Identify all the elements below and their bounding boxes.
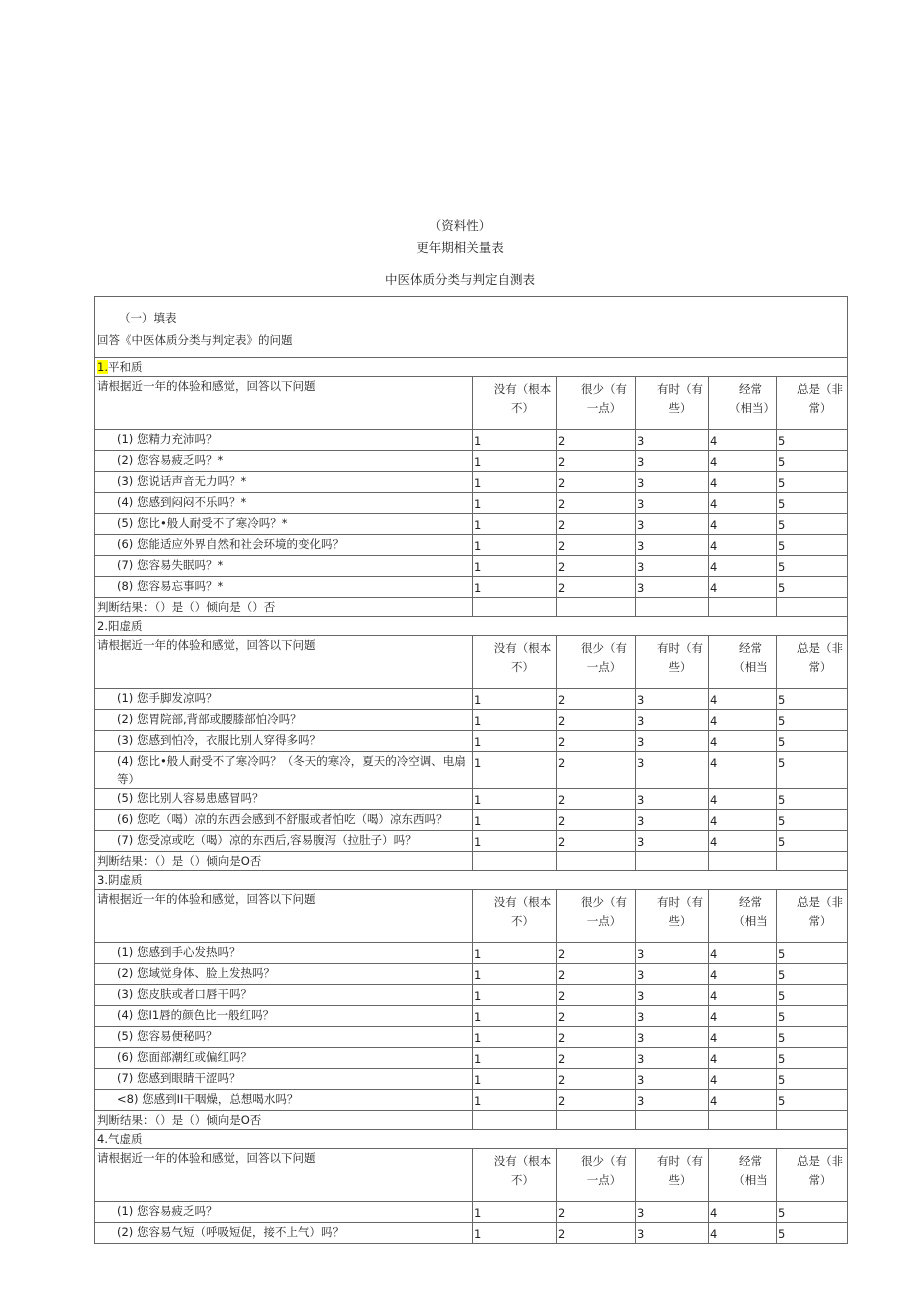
score-option[interactable]: 3 — [636, 710, 709, 731]
result-blank-cell[interactable] — [557, 852, 636, 871]
score-option[interactable]: 2 — [557, 535, 636, 556]
section-header-row — [95, 377, 848, 430]
score-option[interactable]: 3 — [636, 1027, 709, 1048]
score-option[interactable]: 5 — [777, 985, 848, 1006]
section-title — [95, 617, 848, 636]
option-header: 经常（相当 — [709, 890, 777, 943]
score-option[interactable]: 1 — [473, 1069, 557, 1090]
score-option[interactable]: 4 — [709, 1027, 777, 1048]
score-option[interactable]: 2 — [557, 1202, 636, 1223]
score-option[interactable]: 3 — [636, 472, 709, 493]
score-option[interactable]: 1 — [473, 472, 557, 493]
score-option[interactable]: 4 — [709, 731, 777, 752]
score-option[interactable]: 2 — [557, 472, 636, 493]
question-row — [95, 731, 848, 752]
score-option[interactable]: 4 — [709, 430, 777, 451]
option-header: 没有（根本不） — [473, 1149, 557, 1202]
option-header: 经常（相当 — [709, 1149, 777, 1202]
score-option[interactable]: 3 — [636, 535, 709, 556]
result-blank-cell[interactable] — [473, 598, 557, 617]
score-option[interactable]: 2 — [557, 1006, 636, 1027]
score-option[interactable]: 2 — [557, 1069, 636, 1090]
score-option[interactable]: 5 — [777, 1090, 848, 1111]
score-option[interactable]: 1 — [473, 831, 557, 852]
question-text: (7) 您感到眼睛干涩吗？ — [95, 1069, 473, 1090]
question-text: (4) 您比•般人耐受不了寒冷吗？（冬天的寒冷，夏天的冷空调、电扇等） — [95, 752, 473, 789]
score-option[interactable]: 5 — [777, 577, 848, 598]
question-text: (6) 您能适应外界自然和社会环境的变化吗？ — [95, 535, 473, 556]
score-option[interactable]: 5 — [777, 535, 848, 556]
score-option[interactable]: 2 — [557, 1027, 636, 1048]
score-option[interactable]: 5 — [777, 831, 848, 852]
section-title — [95, 1130, 848, 1149]
score-option[interactable]: 4 — [709, 514, 777, 535]
score-option[interactable]: 3 — [636, 1223, 709, 1244]
section-header-row — [95, 1149, 848, 1202]
score-option[interactable]: 1 — [473, 1202, 557, 1223]
score-option[interactable]: 2 — [557, 493, 636, 514]
score-option[interactable]: 4 — [709, 1090, 777, 1111]
question-row — [95, 514, 848, 535]
score-option[interactable]: 5 — [777, 752, 848, 789]
section-number: 1. — [97, 360, 108, 374]
question-text: (2) 您容易疲乏吗？* — [95, 451, 473, 472]
score-option[interactable]: 3 — [636, 731, 709, 752]
question-text: (1) 您容易疲乏吗？ — [95, 1202, 473, 1223]
section-name: 平和质 — [107, 360, 143, 374]
score-option[interactable]: 2 — [557, 514, 636, 535]
score-option[interactable]: 4 — [709, 472, 777, 493]
score-option[interactable]: 5 — [777, 810, 848, 831]
question-text: (3) 您皮肤或者口唇干吗？ — [95, 985, 473, 1006]
score-option[interactable]: 3 — [636, 430, 709, 451]
score-option[interactable]: 4 — [709, 451, 777, 472]
question-text: (1) 您精力充沛吗？ — [95, 430, 473, 451]
score-option[interactable]: 2 — [557, 1048, 636, 1069]
question-row — [95, 451, 848, 472]
score-option[interactable]: 4 — [709, 535, 777, 556]
result-text: 判断结果：（）是（）倾向是O否 — [95, 852, 473, 871]
result-blank-cell[interactable] — [636, 1111, 709, 1130]
result-blank-cell[interactable] — [709, 1111, 777, 1130]
score-option[interactable]: 4 — [709, 1006, 777, 1027]
score-option[interactable]: 4 — [709, 1048, 777, 1069]
score-option[interactable]: 3 — [636, 514, 709, 535]
option-header: 有时（有些） — [636, 636, 709, 689]
score-option[interactable]: 4 — [709, 689, 777, 710]
prompt-cell: 请根据近一年的体验和感觉，回答以下问题 — [95, 1149, 473, 1202]
score-option[interactable]: 5 — [777, 1027, 848, 1048]
question-row — [95, 964, 848, 985]
question-text: (3) 您说话声音无力吗？* — [95, 472, 473, 493]
score-option[interactable]: 2 — [557, 964, 636, 985]
score-option[interactable]: 2 — [557, 577, 636, 598]
score-option[interactable]: 5 — [777, 710, 848, 731]
score-option[interactable]: 4 — [709, 556, 777, 577]
score-option[interactable]: 1 — [473, 810, 557, 831]
score-option[interactable]: 5 — [777, 1202, 848, 1223]
score-option[interactable]: 5 — [777, 1069, 848, 1090]
result-blank-cell[interactable] — [473, 1111, 557, 1130]
option-header: 没有（根本不） — [473, 890, 557, 943]
score-option[interactable]: 2 — [557, 1223, 636, 1244]
score-option[interactable]: 2 — [557, 831, 636, 852]
score-option[interactable]: 2 — [557, 985, 636, 1006]
score-option[interactable]: 1 — [473, 964, 557, 985]
score-option[interactable]: 3 — [636, 493, 709, 514]
question-row — [95, 789, 848, 810]
score-option[interactable]: 4 — [709, 789, 777, 810]
result-row — [95, 852, 848, 871]
score-option[interactable]: 3 — [636, 943, 709, 964]
score-option[interactable]: 1 — [473, 943, 557, 964]
option-header: 经常（相当） — [709, 377, 777, 430]
result-blank-cell[interactable] — [557, 1111, 636, 1130]
score-option[interactable]: 3 — [636, 810, 709, 831]
question-row — [95, 556, 848, 577]
score-option[interactable]: 1 — [473, 556, 557, 577]
score-option[interactable]: 5 — [777, 964, 848, 985]
score-option[interactable]: 4 — [709, 985, 777, 1006]
score-option[interactable]: 5 — [777, 1223, 848, 1244]
score-option[interactable]: 3 — [636, 451, 709, 472]
score-option[interactable]: 1 — [473, 1223, 557, 1244]
score-option[interactable]: 1 — [473, 1048, 557, 1069]
option-header: 很少（有一点） — [557, 890, 636, 943]
score-option[interactable]: 1 — [473, 710, 557, 731]
option-header: 总是（非常） — [777, 377, 848, 430]
question-row — [95, 985, 848, 1006]
question-row — [95, 689, 848, 710]
score-option[interactable]: 3 — [636, 1090, 709, 1111]
prompt-cell: 请根据近一年的体验和感觉，回答以下问题 — [95, 890, 473, 943]
result-text: 判断结果：（）是（）倾向是（）否 — [95, 598, 473, 617]
score-option[interactable]: 2 — [557, 789, 636, 810]
result-row — [95, 1111, 848, 1130]
score-option[interactable]: 3 — [636, 831, 709, 852]
question-row — [95, 943, 848, 964]
question-row — [95, 535, 848, 556]
question-row — [95, 1048, 848, 1069]
score-option[interactable]: 1 — [473, 985, 557, 1006]
score-option[interactable]: 3 — [636, 577, 709, 598]
score-option[interactable]: 1 — [473, 451, 557, 472]
result-blank-cell[interactable] — [473, 852, 557, 871]
prompt-cell: 请根据近一年的体验和感觉，回答以下问题 — [95, 377, 473, 430]
score-option[interactable]: 1 — [473, 430, 557, 451]
score-option[interactable]: 3 — [636, 556, 709, 577]
score-option[interactable]: 1 — [473, 1027, 557, 1048]
question-row — [95, 1202, 848, 1223]
question-row — [95, 1069, 848, 1090]
prompt-cell: 请根据近一年的体验和感觉，回答以下问题 — [95, 636, 473, 689]
section-title-row — [95, 1130, 848, 1149]
result-blank-cell[interactable] — [777, 598, 848, 617]
result-text: 判断结果：（）是（）倾向是O否 — [95, 1111, 473, 1130]
option-header: 很少（有一点） — [557, 636, 636, 689]
result-row — [95, 598, 848, 617]
score-option[interactable]: 2 — [557, 430, 636, 451]
question-text: (6) 您吃（喝）凉的东西会感到不舒服或者怕吃（喝）凉东西吗？ — [95, 810, 473, 831]
question-row — [95, 1223, 848, 1244]
score-option[interactable]: 5 — [777, 943, 848, 964]
score-option[interactable]: 2 — [557, 451, 636, 472]
intro-cell — [95, 297, 848, 358]
option-header: 没有（根本不） — [473, 636, 557, 689]
section-name: 阳虚质 — [107, 619, 143, 633]
question-text: (5) 您容易便秘吗？ — [95, 1027, 473, 1048]
section-number: 4. — [97, 1132, 108, 1146]
score-option[interactable]: 5 — [777, 731, 848, 752]
score-option[interactable]: 1 — [473, 493, 557, 514]
doc-annotation: （资料性） — [428, 218, 492, 233]
part-heading: （一）填表 — [119, 311, 177, 325]
option-header: 没有（根本不） — [473, 377, 557, 430]
score-option[interactable]: 1 — [473, 535, 557, 556]
score-option[interactable]: 5 — [777, 789, 848, 810]
result-blank-cell[interactable] — [709, 598, 777, 617]
question-text: (2) 您容易气短（呼吸短促，接不上气）吗？ — [95, 1223, 473, 1244]
score-option[interactable]: 3 — [636, 985, 709, 1006]
question-row — [95, 752, 848, 789]
section-title-row — [95, 358, 848, 377]
score-option[interactable]: 1 — [473, 731, 557, 752]
question-text: (4) 您感到闷闷不乐吗？* — [95, 493, 473, 514]
score-option[interactable]: 3 — [636, 1202, 709, 1223]
question-text: (2) 您胃院部,背部或腰膝部怕冷吗？ — [95, 710, 473, 731]
section-header-row — [95, 636, 848, 689]
section-title — [95, 871, 848, 890]
instruction-text: 回答《中医体质分类与判定表》的问题 — [97, 333, 293, 347]
score-option[interactable]: 1 — [473, 1090, 557, 1111]
score-option[interactable]: 4 — [709, 710, 777, 731]
question-row — [95, 1006, 848, 1027]
option-header: 总是（非常） — [777, 1149, 848, 1202]
section-name: 气虚质 — [107, 1132, 143, 1146]
score-option[interactable]: 5 — [777, 556, 848, 577]
question-text: (5) 您比别人容易患感冒吗？ — [95, 789, 473, 810]
question-row — [95, 493, 848, 514]
section-name: 阴虚质 — [107, 873, 143, 887]
option-header: 有时（有些） — [636, 890, 709, 943]
doc-subtitle: 更年期相关量表 — [416, 240, 504, 255]
option-header: 总是（非常） — [777, 890, 848, 943]
score-option[interactable]: 4 — [709, 1202, 777, 1223]
question-row — [95, 1027, 848, 1048]
score-option[interactable]: 5 — [777, 1048, 848, 1069]
score-option[interactable]: 2 — [557, 710, 636, 731]
score-option[interactable]: 2 — [557, 943, 636, 964]
score-option[interactable]: 4 — [709, 493, 777, 514]
score-option[interactable]: 3 — [636, 1069, 709, 1090]
question-text: <8) 您感到II干咽燥，总想喝水吗？ — [95, 1090, 473, 1111]
question-row — [95, 810, 848, 831]
score-option[interactable]: 5 — [777, 689, 848, 710]
score-option[interactable]: 5 — [777, 514, 848, 535]
section-header-row — [95, 890, 848, 943]
score-option[interactable]: 3 — [636, 1006, 709, 1027]
result-blank-cell[interactable] — [777, 852, 848, 871]
section-number: 3. — [97, 873, 108, 887]
constitution-questionnaire-table — [94, 296, 848, 1244]
score-option[interactable]: 5 — [777, 451, 848, 472]
score-option[interactable]: 1 — [473, 577, 557, 598]
question-text: (5) 您比•般人耐受不了寒冷吗？* — [95, 514, 473, 535]
question-text: (1) 您感到手心发热吗？ — [95, 943, 473, 964]
score-option[interactable]: 4 — [709, 810, 777, 831]
result-blank-cell[interactable] — [557, 598, 636, 617]
score-option[interactable]: 1 — [473, 689, 557, 710]
question-text: (8) 您容易忘事吗？* — [95, 577, 473, 598]
score-option[interactable]: 1 — [473, 1006, 557, 1027]
option-header: 很少（有一点） — [557, 1149, 636, 1202]
score-option[interactable]: 4 — [709, 1069, 777, 1090]
question-row — [95, 472, 848, 493]
option-header: 有时（有些） — [636, 1149, 709, 1202]
result-blank-cell[interactable] — [636, 852, 709, 871]
score-option[interactable]: 1 — [473, 789, 557, 810]
result-blank-cell[interactable] — [709, 852, 777, 871]
score-option[interactable]: 1 — [473, 752, 557, 789]
score-option[interactable]: 4 — [709, 943, 777, 964]
question-text: (1) 您手脚发凉吗？ — [95, 689, 473, 710]
doc-title: 中医体质分类与判定自测表 — [384, 272, 535, 287]
option-header: 经常（相当 — [709, 636, 777, 689]
score-option[interactable]: 4 — [709, 1223, 777, 1244]
intro-row — [95, 297, 848, 358]
section-number: 2. — [97, 619, 108, 633]
score-option[interactable]: 2 — [557, 731, 636, 752]
option-header: 总是（非常） — [777, 636, 848, 689]
score-option[interactable]: 5 — [777, 472, 848, 493]
score-option[interactable]: 1 — [473, 514, 557, 535]
score-option[interactable]: 3 — [636, 964, 709, 985]
score-option[interactable]: 3 — [636, 789, 709, 810]
section-title — [95, 358, 848, 377]
question-row — [95, 577, 848, 598]
section-title-row — [95, 617, 848, 636]
section-title-row — [95, 871, 848, 890]
score-option[interactable]: 2 — [557, 689, 636, 710]
option-header: 很少（有一点） — [557, 377, 636, 430]
score-option[interactable]: 2 — [557, 810, 636, 831]
score-option[interactable]: 4 — [709, 752, 777, 789]
option-header: 有时（有些） — [636, 377, 709, 430]
score-option[interactable]: 2 — [557, 1090, 636, 1111]
question-text: (4) 您I1唇的颜色比一般红吗？ — [95, 1006, 473, 1027]
score-option[interactable]: 2 — [557, 752, 636, 789]
result-blank-cell[interactable] — [636, 598, 709, 617]
question-row — [95, 831, 848, 852]
score-option[interactable]: 4 — [709, 577, 777, 598]
question-text: (7) 您容易失眠吗？* — [95, 556, 473, 577]
question-text: (6) 您面部潮红或偏红吗？ — [95, 1048, 473, 1069]
question-row — [95, 1090, 848, 1111]
score-option[interactable]: 2 — [557, 556, 636, 577]
score-option[interactable]: 4 — [709, 964, 777, 985]
score-option[interactable]: 3 — [636, 689, 709, 710]
score-option[interactable]: 5 — [777, 1006, 848, 1027]
question-text: (7) 您受凉或吃（喝）凉的东西后,容易腹泻（拉肚子）吗？ — [95, 831, 473, 852]
score-option[interactable]: 3 — [636, 752, 709, 789]
question-text: (3) 您感到怕冷，衣服比别人穿得多吗？ — [95, 731, 473, 752]
question-text: (2) 您域觉身体、脸上发热吗？ — [95, 964, 473, 985]
score-option[interactable]: 4 — [709, 831, 777, 852]
question-row — [95, 430, 848, 451]
score-option[interactable]: 5 — [777, 430, 848, 451]
score-option[interactable]: 5 — [777, 493, 848, 514]
question-row — [95, 710, 848, 731]
result-blank-cell[interactable] — [777, 1111, 848, 1130]
score-option[interactable]: 3 — [636, 1048, 709, 1069]
